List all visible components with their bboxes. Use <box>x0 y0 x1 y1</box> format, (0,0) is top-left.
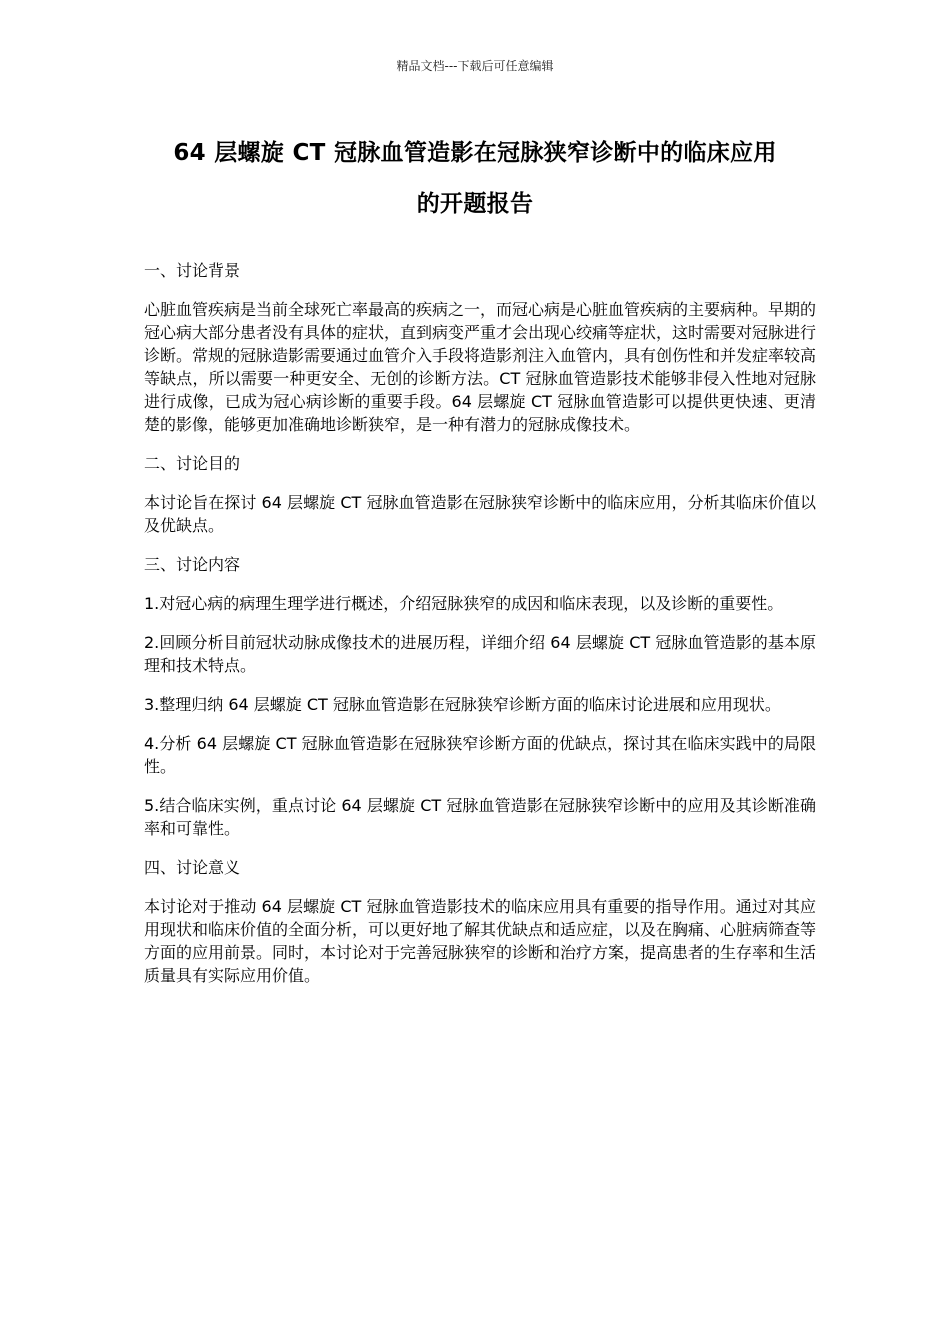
section-heading-purpose: 二、讨论目的 <box>144 454 241 473</box>
section-heading-background: 一、讨论背景 <box>144 261 241 280</box>
header-note: 精品文档---下载后可任意编辑 <box>396 59 554 73</box>
section-body-background: 心脏血管疾病是当前全球死亡率最高的疾病之一，而冠心病是心脏血管疾病的主要病种。早期的冠心病大部分患者没有具体的症状，直到病变严重才会出现心绞痛等症状，这时需要对冠脉进行诊断。常规的冠脉造影需要通过血管介入手段将造影剂注入血管内，具有创伤性和并发症率较高等缺点，所以需要一种更安全、无创的诊断方法。CT 冠脉血管造影技术能够非侵入性地对冠脉进行成像，已成为冠心病诊断的重要手段。64 层螺旋 CT 冠脉血管造影可以提供更快速、更清楚的影像，能够更加准确地诊断狭窄，是一种有潜力的冠脉成像技术。 <box>144 300 817 434</box>
content-item-5: 5.结合临床实例，重点讨论 64 层螺旋 CT 冠脉血管造影在冠脉狭窄诊断中的应用及其诊断准确率和可靠性。 <box>144 796 816 838</box>
content-item-3: 3.整理归纳 64 层螺旋 CT 冠脉血管造影在冠脉狭窄诊断方面的临床讨论进展和应用现状。 <box>144 695 781 714</box>
content-item-2: 2.回顾分析目前冠状动脉成像技术的进展历程，详细介绍 64 层螺旋 CT 冠脉血管造影的基本原理和技术特点。 <box>144 633 816 675</box>
section-heading-significance: 四、讨论意义 <box>144 858 241 877</box>
section-body-purpose: 本讨论旨在探讨 64 层螺旋 CT 冠脉血管造影在冠脉狭窄诊断中的临床应用，分析其临床价值以及优缺点。 <box>144 493 816 535</box>
document-title-line-1: 64 层螺旋 CT 冠脉血管造影在冠脉狭窄诊断中的临床应用 <box>173 140 777 166</box>
content-item-4: 4.分析 64 层螺旋 CT 冠脉血管造影在冠脉狭窄诊断方面的优缺点，探讨其在临床实践中的局限性。 <box>144 734 816 776</box>
section-body-significance: 本讨论对于推动 64 层螺旋 CT 冠脉血管造影技术的临床应用具有重要的指导作用。通过对其应用现状和临床价值的全面分析，可以更好地了解其优缺点和适应症，以及在胸痛、心脏病筛查等方面的应用前景。同时，本讨论对于完善冠脉狭窄的诊断和治疗方案，提高患者的生存率和生活质量具有实际应用价值。 <box>144 897 817 985</box>
section-heading-content: 三、讨论内容 <box>144 555 241 574</box>
content-item-1: 1.对冠心病的病理生理学进行概述，介绍冠脉狭窄的成因和临床表现，以及诊断的重要性。 <box>144 594 784 613</box>
document-body <box>144 259 816 1003</box>
document-title-line-2: 的开题报告 <box>416 191 534 217</box>
